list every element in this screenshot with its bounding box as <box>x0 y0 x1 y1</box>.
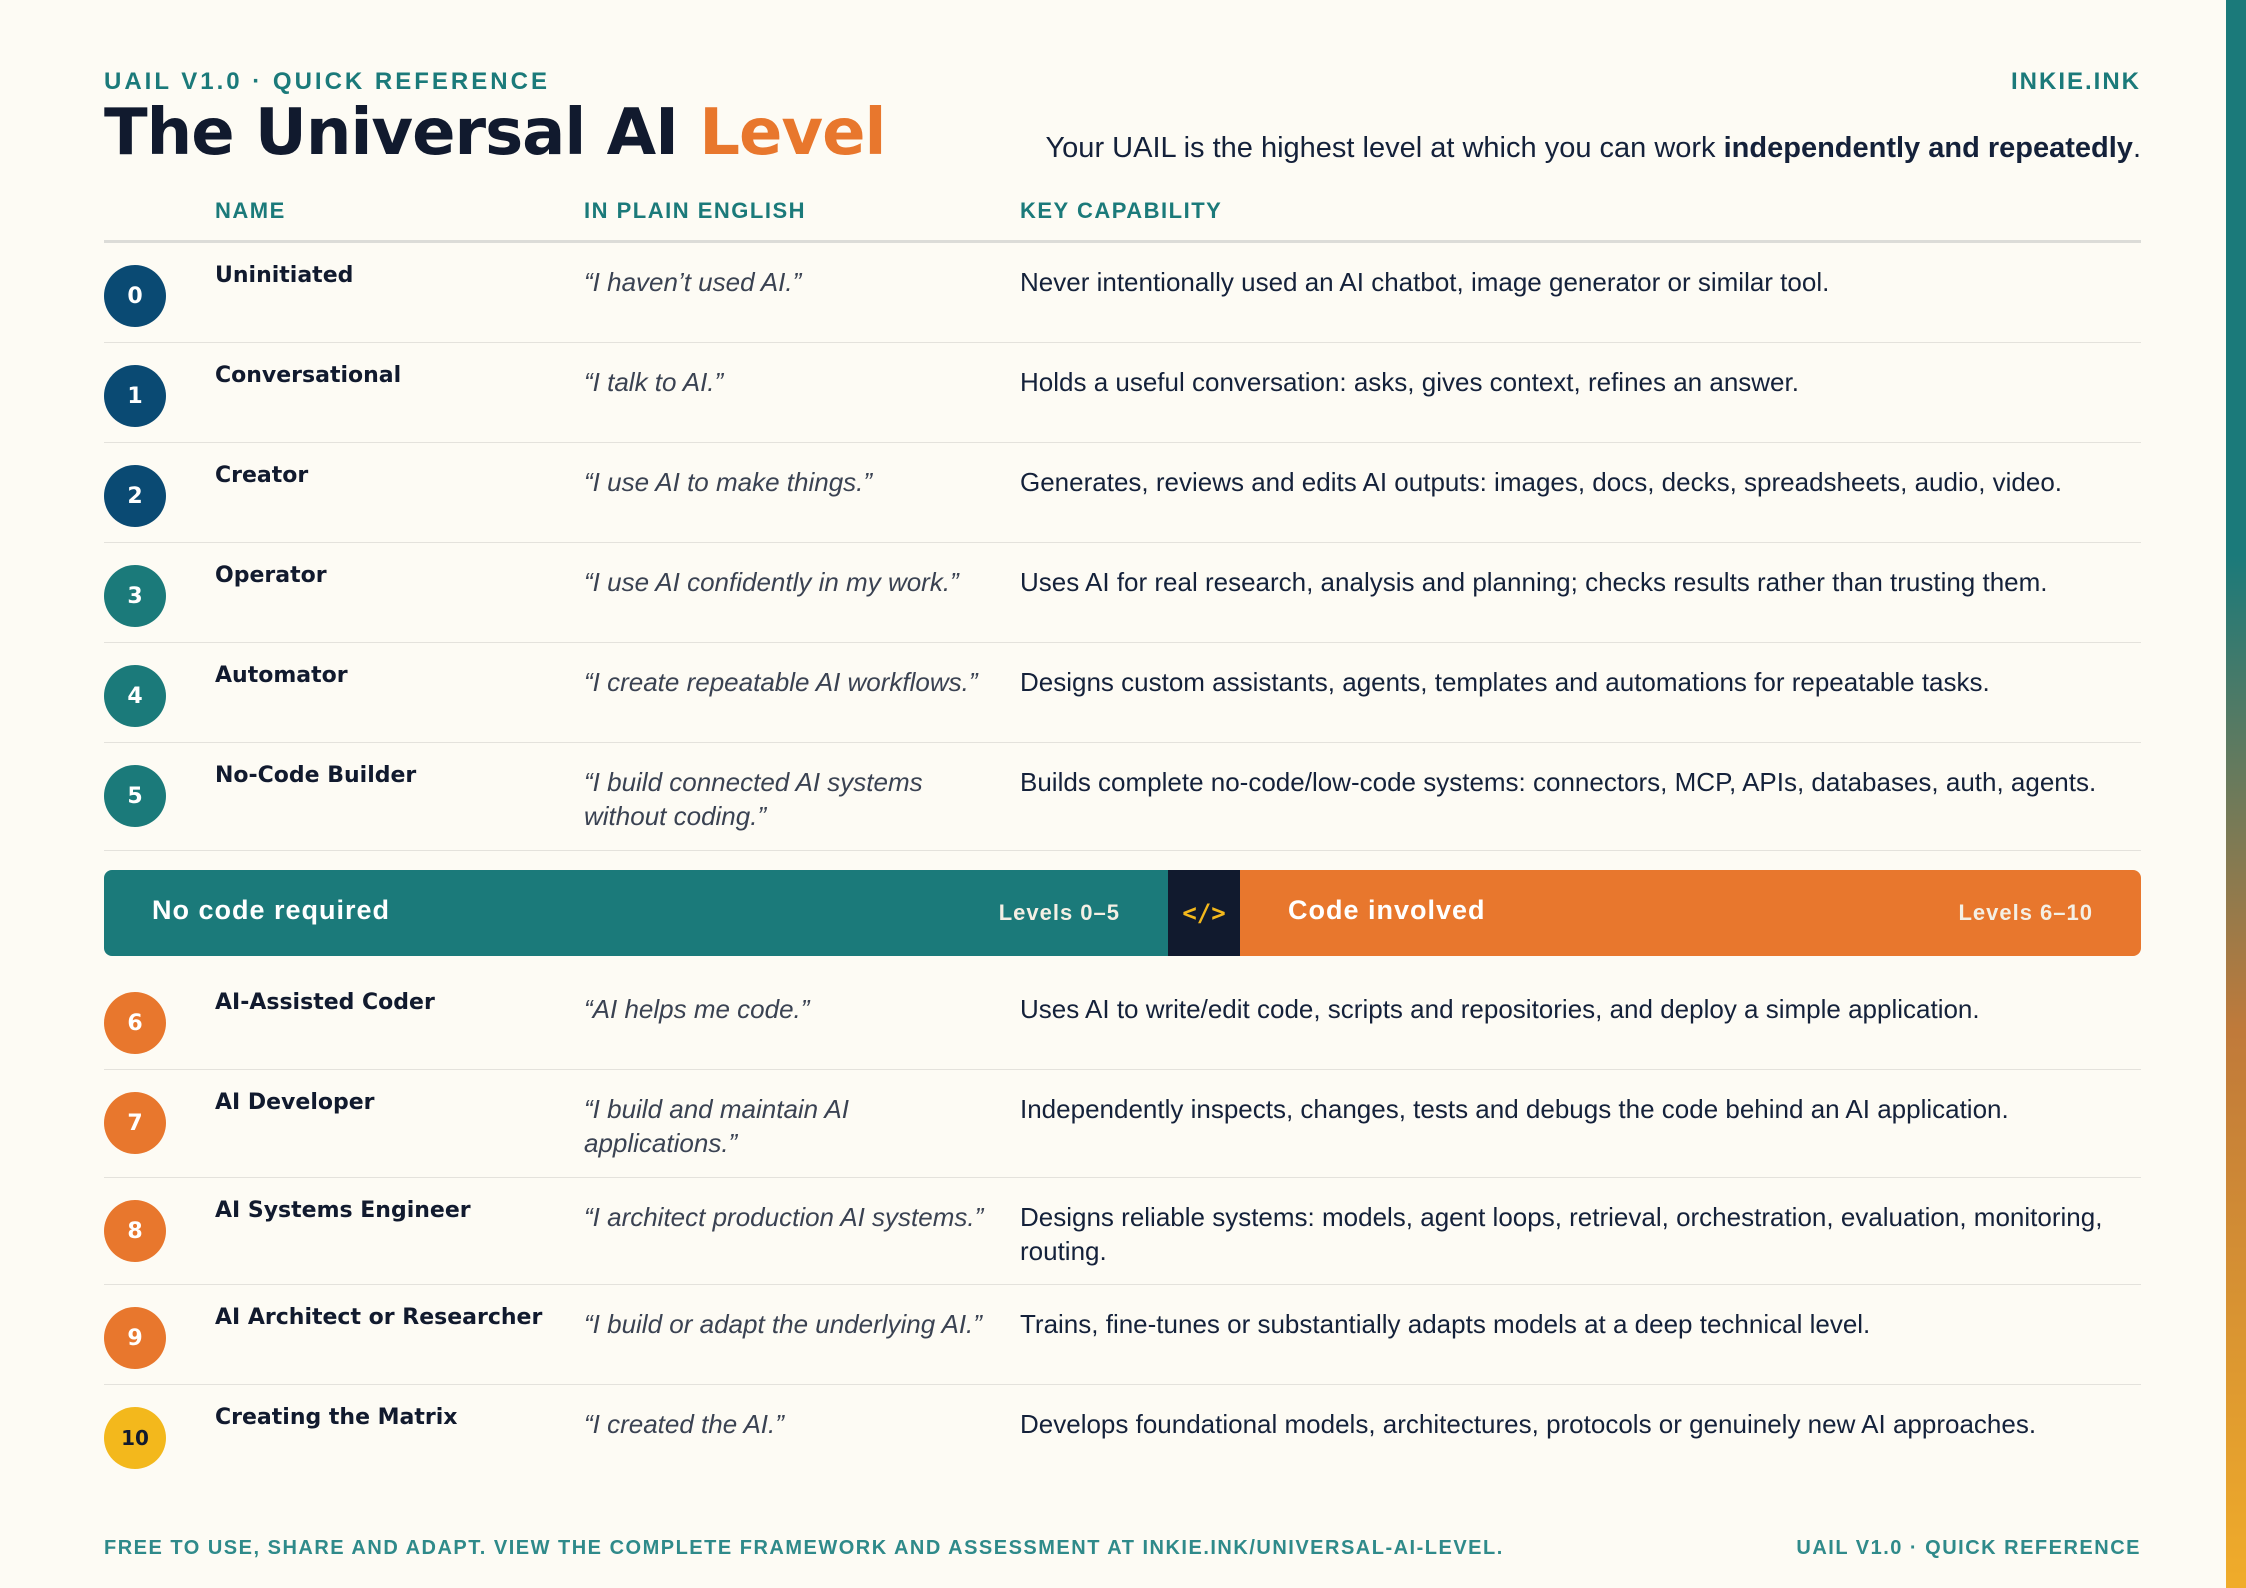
edge-gradient-bar <box>2226 0 2246 1588</box>
level-badge: 10 <box>104 1407 166 1469</box>
column-header-capability: KEY CAPABILITY <box>1020 198 1223 223</box>
level-badge: 5 <box>104 765 166 827</box>
level-plain-english: “AI helps me code.” <box>584 994 810 1024</box>
level-row <box>104 1285 2141 1385</box>
level-capability: Designs reliable systems: models, agent loops, retrieval, orchestration, evaluation, monitoring, routing. <box>1020 1202 2103 1266</box>
no-code-levels: Levels 0–5 <box>998 900 1120 925</box>
level-capability: Develops foundational models, architectures, protocols or genuinely new AI approaches. <box>1020 1409 2037 1439</box>
level-capability: Generates, reviews and edits AI outputs: images, docs, decks, spreadsheets, audio, video. <box>1020 467 2063 497</box>
level-badge: 8 <box>104 1200 166 1262</box>
level-plain-english: “I build or adapt the underlying AI.” <box>584 1309 982 1339</box>
level-row <box>104 443 2141 543</box>
brand-link[interactable]: INKIE.INK <box>2010 68 2141 95</box>
column-header-name: NAME <box>215 198 286 223</box>
level-capability: Designs custom assistants, agents, templates and automations for repeatable tasks. <box>1020 667 1990 697</box>
level-badge: 7 <box>104 1092 166 1154</box>
eyebrow: UAIL V1.0 · QUICK REFERENCE <box>104 68 550 95</box>
code-title: Code involved <box>1288 895 1486 925</box>
footer-note: FREE TO USE, SHARE AND ADAPT. VIEW THE COMPLETE FRAMEWORK AND ASSESSMENT AT INKIE.INK/UNIVERSAL-AI-LEVEL. <box>104 1537 1504 1559</box>
level-row <box>104 1178 2141 1285</box>
title-main: The Universal AI <box>104 96 700 170</box>
column-header-plain: IN PLAIN ENGLISH <box>584 198 807 223</box>
code-levels: Levels 6–10 <box>1958 900 2093 925</box>
code-icon: </> <box>1168 870 1240 956</box>
code-segment <box>1240 870 2141 956</box>
level-plain-english: “I use AI to make things.” <box>584 467 873 497</box>
level-row <box>104 343 2141 443</box>
level-name: AI Systems Engineer <box>215 1198 471 1223</box>
level-badge: 6 <box>104 992 166 1054</box>
level-badge: 3 <box>104 565 166 627</box>
level-capability: Uses AI to write/edit code, scripts and repositories, and deploy a simple application. <box>1020 994 1980 1024</box>
level-name: Automator <box>215 663 348 688</box>
level-row <box>104 743 2141 851</box>
level-row <box>104 1070 2141 1178</box>
subtitle-bold: independently and repeatedly <box>1723 132 2133 164</box>
level-badge: 9 <box>104 1307 166 1369</box>
level-plain-english: “I talk to AI.” <box>584 367 724 397</box>
level-row <box>104 1385 2141 1485</box>
title-accent: Level <box>699 96 886 170</box>
level-name: AI-Assisted Coder <box>215 990 435 1015</box>
level-name: Operator <box>215 563 327 588</box>
level-plain-english: “I created the AI.” <box>584 1409 784 1439</box>
code-divider-banner <box>104 870 2141 956</box>
level-badge: 4 <box>104 665 166 727</box>
level-row <box>104 643 2141 743</box>
level-badge: 0 <box>104 265 166 327</box>
level-name: Conversational <box>215 363 402 388</box>
level-capability: Never intentionally used an AI chatbot, image generator or similar tool. <box>1020 267 1830 297</box>
level-plain-english: “I haven’t used AI.” <box>584 267 802 297</box>
level-name: AI Architect or Researcher <box>215 1305 543 1330</box>
level-capability: Trains, fine-tunes or substantially adapts models at a deep technical level. <box>1020 1309 1871 1339</box>
level-plain-english: “I architect production AI systems.” <box>584 1202 984 1232</box>
level-plain-english: “I build connected AI systems without coding.” <box>584 767 923 831</box>
no-code-title: No code required <box>152 895 391 925</box>
level-capability: Uses AI for real research, analysis and planning; checks results rather than trusting them. <box>1020 567 2048 597</box>
level-name: Uninitiated <box>215 263 354 288</box>
footer-reference: UAIL V1.0 · QUICK REFERENCE <box>1796 1537 2141 1559</box>
level-name: Creator <box>215 463 309 488</box>
level-badge: 1 <box>104 365 166 427</box>
no-code-segment <box>104 870 1168 956</box>
level-row <box>104 243 2141 343</box>
subtitle <box>1046 132 2142 165</box>
level-name: Creating the Matrix <box>215 1405 458 1430</box>
level-capability: Independently inspects, changes, tests and debugs the code behind an AI application. <box>1020 1094 2009 1124</box>
level-capability: Holds a useful conversation: asks, gives context, refines an answer. <box>1020 367 1799 397</box>
subtitle-pre: Your UAIL is the highest level at which you can work <box>1045 132 1724 164</box>
level-name: AI Developer <box>215 1090 375 1115</box>
level-name: No-Code Builder <box>215 763 417 788</box>
subtitle-post: . <box>2132 132 2141 164</box>
level-row <box>104 970 2141 1070</box>
level-capability: Builds complete no-code/low-code systems: connectors, MCP, APIs, databases, auth, agents. <box>1020 767 2097 797</box>
level-plain-english: “I use AI confidently in my work.” <box>584 567 959 597</box>
page-title <box>104 96 885 170</box>
level-plain-english: “I create repeatable AI workflows.” <box>584 667 978 697</box>
level-badge: 2 <box>104 465 166 527</box>
level-row <box>104 543 2141 643</box>
level-plain-english: “I build and maintain AI applications.” <box>584 1094 849 1158</box>
